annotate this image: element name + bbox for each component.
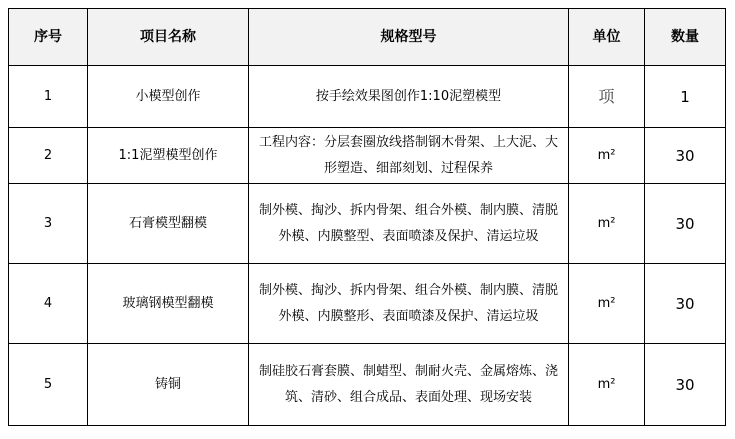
table-row (9, 184, 726, 264)
table-row (9, 264, 726, 344)
cell-qty: 30 (645, 184, 726, 264)
cell-seq: 5 (9, 344, 88, 426)
table-row (9, 344, 726, 426)
cell-spec: 按手绘效果图创作1:10泥塑模型 (249, 66, 569, 128)
cell-name: 小模型创作 (88, 66, 249, 128)
cell-qty: 1 (645, 66, 726, 128)
cell-seq: 4 (9, 264, 88, 344)
cell-seq: 2 (9, 128, 88, 184)
cell-seq: 3 (9, 184, 88, 264)
cell-qty: 30 (645, 264, 726, 344)
header-spec: 规格型号 (249, 9, 569, 66)
header-qty: 数量 (645, 9, 726, 66)
cell-spec: 制外模、掏沙、拆内骨架、组合外模、制内膜、清脱外模、内膜整型、表面喷漆及保护、清运垃圾 (249, 184, 569, 264)
table-header-row (9, 9, 726, 66)
cell-spec: 工程内容：分层套圈放线搭制钢木骨架、上大泥、大形塑造、细部刻划、过程保养 (249, 128, 569, 184)
cell-name: 玻璃钢模型翻模 (88, 264, 249, 344)
quote-table (8, 8, 726, 426)
table-row (9, 128, 726, 184)
cell-spec: 制硅胶石膏套膜、制蜡型、制耐火壳、金属熔炼、浇筑、清砂、组合成品、表面处理、现场安装 (249, 344, 569, 426)
table-row (9, 66, 726, 128)
header-name: 项目名称 (88, 9, 249, 66)
cell-spec: 制外模、掏沙、拆内骨架、组合外模、制内膜、清脱外模、内膜整形、表面喷漆及保护、清运垃圾 (249, 264, 569, 344)
cell-name: 1:1泥塑模型创作 (88, 128, 249, 184)
cell-unit: 项 (569, 66, 645, 128)
cell-qty: 30 (645, 128, 726, 184)
cell-unit: m² (569, 128, 645, 184)
header-seq: 序号 (9, 9, 88, 66)
cell-unit: m² (569, 344, 645, 426)
header-unit: 单位 (569, 9, 645, 66)
cell-name: 石膏模型翻模 (88, 184, 249, 264)
cell-name: 铸铜 (88, 344, 249, 426)
cell-unit: m² (569, 184, 645, 264)
cell-seq: 1 (9, 66, 88, 128)
cell-unit: m² (569, 264, 645, 344)
cell-qty: 30 (645, 344, 726, 426)
